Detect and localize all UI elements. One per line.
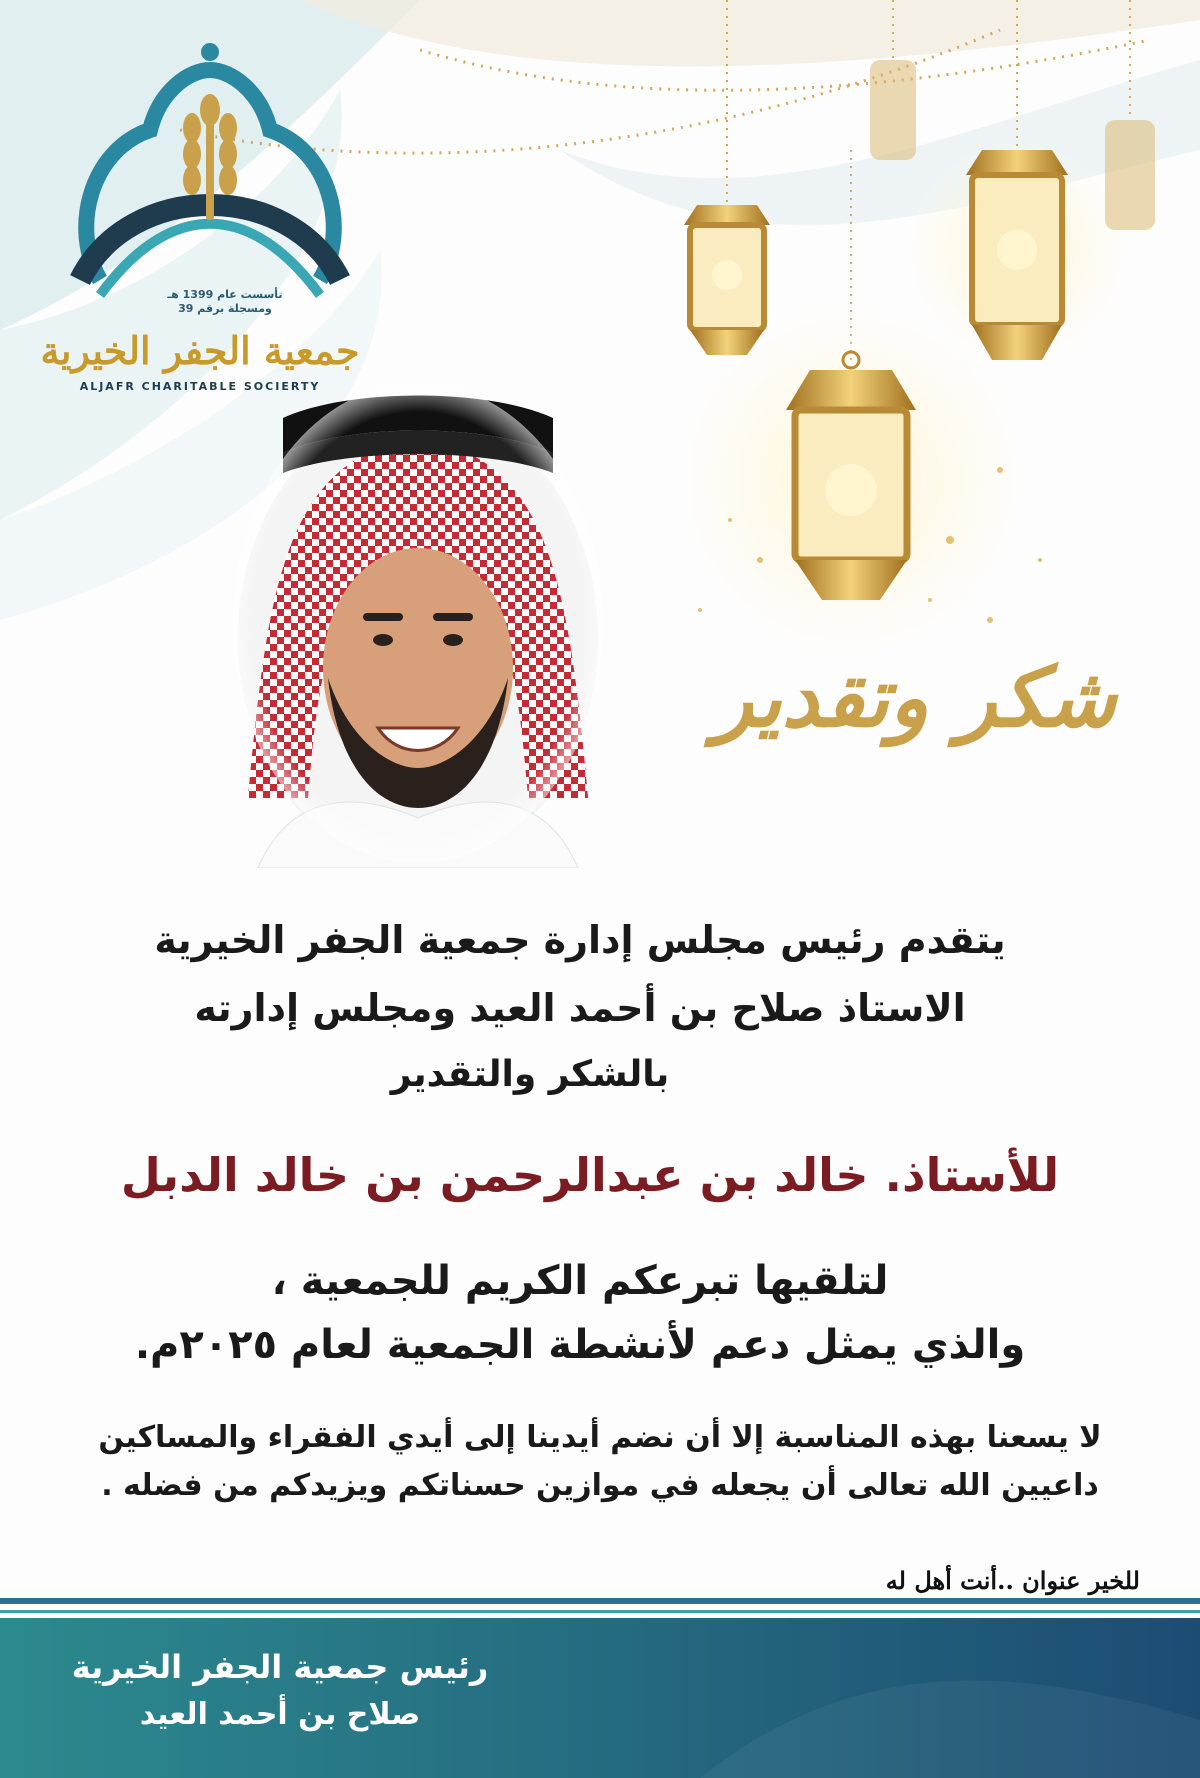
closing-line-2: داعيين الله تعالى أن يجعله في موازين حسناتكم ويزيدكم من فضله . [101, 1468, 1099, 1503]
signatory-name: صلاح بن أحمد العيد [139, 1697, 421, 1732]
lantern-right [966, 150, 1068, 360]
message-line-3: بالشكر والتقدير [390, 1054, 670, 1095]
lantern-left [684, 205, 770, 355]
honoree-name: للأستاذ. خالد بن عبدالرحمن بن خالد الدبل [120, 1148, 1060, 1202]
logo-founding-info [150, 288, 300, 316]
logo-registered-line: ومسجلة برقم 39 [178, 302, 272, 315]
purpose-line-1: لتلقيها تبرعكم الكريم للجمعية ، [271, 1258, 889, 1304]
footer-band [0, 1600, 1200, 1778]
purpose-line-2: والذي يمثل دعم لأنشطة الجمعية لعام ٢٠٢٥م. [134, 1322, 1026, 1368]
logo-name-arabic: جمعية الجفر الخيرية [40, 328, 360, 373]
logo-founded-line: تأسست عام 1399 هـ [167, 288, 283, 301]
thanks-calligraphy: شكر وتقدير [713, 650, 1117, 746]
closing-line-1: لا يسعنا بهذه المناسبة إلا أن نضم أيدينا إلى أيدي الفقراء والمساكين [98, 1420, 1102, 1455]
honoree-portrait [228, 378, 608, 868]
slogan: للخير عنوان ..أنت أهل له [885, 1566, 1140, 1595]
message-line-1: يتقدم رئيس مجلس إدارة جمعية الجفر الخيرية [154, 918, 1006, 962]
message-line-2: الاستاذ صلاح بن أحمد العيد ومجلس إدارته [194, 986, 966, 1030]
logo-name-english: ALJAFR CHARITABLE SOCIERTY [79, 380, 321, 393]
lantern-center [786, 352, 916, 600]
signatory-title: رئيس جمعية الجفر الخيرية [71, 1648, 489, 1686]
